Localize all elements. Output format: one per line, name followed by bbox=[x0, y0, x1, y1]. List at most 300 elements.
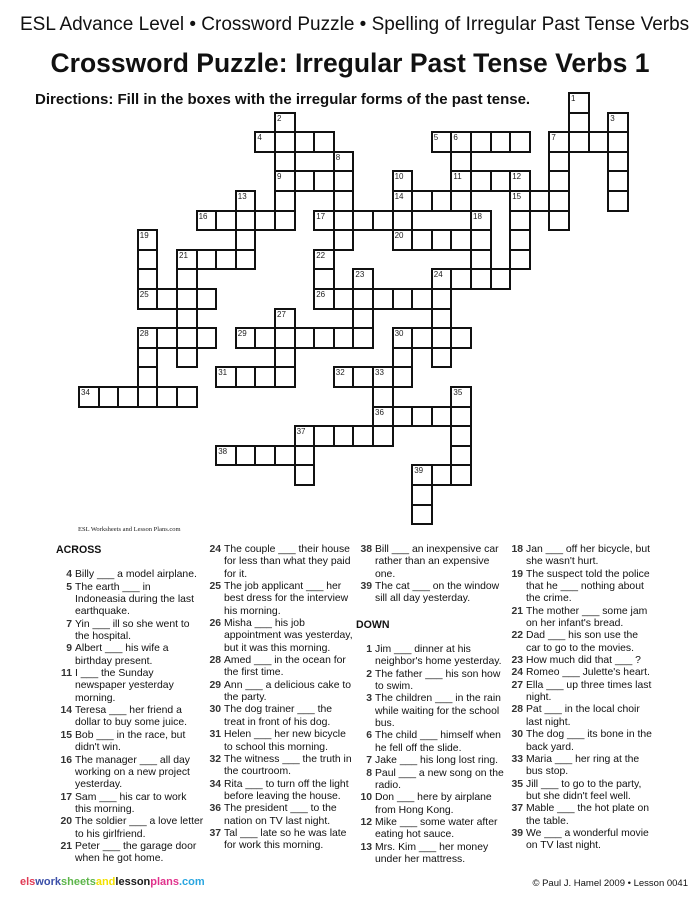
clue-text: Maria ___ her ring at the bus stop. bbox=[526, 753, 640, 778]
grid-cell[interactable] bbox=[607, 190, 629, 212]
clue-text: The suspect told the police that he ___ nothing about the crime. bbox=[526, 568, 650, 605]
cell-number: 36 bbox=[375, 407, 384, 417]
grid-cell[interactable] bbox=[274, 327, 296, 349]
grid-cell[interactable] bbox=[490, 268, 512, 290]
grid-cell[interactable] bbox=[450, 151, 472, 173]
grid-cell[interactable] bbox=[274, 170, 296, 192]
cell-number: 10 bbox=[394, 172, 404, 182]
grid-cell[interactable] bbox=[274, 131, 296, 153]
clue-number: 29 bbox=[209, 679, 221, 691]
cell-number: 30 bbox=[394, 329, 404, 339]
cell-number: 37 bbox=[296, 427, 306, 437]
clue-number: 6 bbox=[366, 730, 372, 742]
grid-cell[interactable] bbox=[548, 190, 570, 212]
grid-cell[interactable] bbox=[176, 249, 198, 271]
grid-cell[interactable] bbox=[392, 190, 414, 212]
grid-cell[interactable] bbox=[176, 327, 198, 349]
grid-cell[interactable] bbox=[235, 190, 257, 212]
grid-cell[interactable] bbox=[411, 288, 433, 310]
grid-cell[interactable] bbox=[411, 484, 433, 506]
grid-cell[interactable] bbox=[333, 366, 355, 388]
grid-cell[interactable] bbox=[607, 112, 629, 134]
grid-cell[interactable] bbox=[470, 210, 492, 232]
grid-cell[interactable] bbox=[196, 249, 218, 271]
grid-cell[interactable] bbox=[294, 445, 316, 467]
grid-cell[interactable] bbox=[392, 406, 414, 428]
grid-cell[interactable] bbox=[137, 366, 159, 388]
cell-number: 33 bbox=[375, 368, 384, 378]
grid-cell[interactable] bbox=[235, 229, 257, 251]
cell-number: 2 bbox=[277, 113, 282, 123]
cell-number: 16 bbox=[198, 211, 208, 221]
down-clue bbox=[507, 606, 655, 631]
clue-number: 11 bbox=[61, 668, 72, 680]
worksheet-header: ESL Advance Level • Crossword Puzzle • Spelling of Irregular Past Tense Verbs bbox=[20, 14, 690, 35]
clue-number: 27 bbox=[511, 679, 523, 691]
cell-number: 29 bbox=[237, 329, 247, 339]
cell-number: 7 bbox=[551, 133, 556, 143]
clue-number: 3 bbox=[366, 693, 372, 705]
clue-number: 18 bbox=[511, 544, 523, 555]
clue-text: The job applicant ___ her best dress for the interview his morning. bbox=[224, 581, 349, 617]
grid-cell[interactable] bbox=[470, 131, 492, 153]
clue-number: 26 bbox=[209, 618, 221, 630]
down-clue bbox=[507, 544, 655, 569]
grid-cell[interactable] bbox=[431, 308, 453, 330]
across-clue bbox=[56, 569, 204, 581]
clue-text: Ann ___ a delicious cake to the party. bbox=[224, 679, 352, 704]
grid-cell[interactable] bbox=[392, 229, 414, 251]
across-clue bbox=[56, 792, 204, 817]
grid-cell[interactable] bbox=[274, 347, 296, 369]
grid-cell[interactable] bbox=[431, 464, 453, 486]
clue-text: Bob ___ in the race, but didn't win. bbox=[75, 729, 186, 754]
clue-text: Dad ___ his son use the car to go to the movies. bbox=[526, 630, 639, 654]
cell-number: 25 bbox=[139, 290, 149, 299]
down-clue bbox=[507, 667, 655, 679]
grid-cell[interactable] bbox=[254, 131, 276, 153]
logo-part: .com bbox=[179, 876, 205, 888]
clue-text: The children ___ in the rain while waiting for the school bus. bbox=[375, 693, 501, 730]
grid-cell[interactable] bbox=[450, 170, 472, 192]
grid-cell[interactable] bbox=[450, 229, 472, 251]
grid-cell[interactable] bbox=[313, 210, 335, 232]
clue-list bbox=[356, 644, 504, 866]
clue-text: The president ___ to the nation on TV last night. bbox=[224, 803, 337, 827]
grid-cell[interactable] bbox=[294, 425, 316, 447]
clue-text: Teresa ___ her friend a dollar to buy some juice. bbox=[75, 705, 188, 729]
grid-cell[interactable] bbox=[607, 151, 629, 173]
grid-cell[interactable] bbox=[392, 347, 414, 369]
grid-cell[interactable] bbox=[313, 288, 335, 310]
grid-cell[interactable] bbox=[548, 151, 570, 173]
grid-cell[interactable] bbox=[450, 425, 472, 447]
clue-number: 1 bbox=[366, 644, 372, 656]
grid-cell[interactable] bbox=[274, 112, 296, 134]
grid-cell[interactable] bbox=[509, 249, 531, 271]
clue-number: 30 bbox=[209, 704, 221, 716]
grid-cell[interactable] bbox=[411, 190, 433, 212]
grid-cell[interactable] bbox=[568, 131, 590, 153]
grid-cell[interactable] bbox=[450, 327, 472, 349]
clue-text: The dog ___ its bone in the back yard. bbox=[526, 729, 652, 753]
grid-cell[interactable] bbox=[431, 347, 453, 369]
clue-text: The manager ___ all day working on a new project yesterday. bbox=[75, 754, 190, 791]
cell-number: 38 bbox=[218, 446, 228, 456]
grid-cell[interactable] bbox=[333, 327, 355, 349]
clue-text: Sam ___ his car to work this morning. bbox=[75, 791, 187, 815]
logo-part: sheets bbox=[60, 876, 96, 888]
grid-cell[interactable] bbox=[196, 327, 218, 349]
grid-cell[interactable] bbox=[294, 327, 316, 349]
clue-text: Misha ___ his job appointment was yesterday, but it was this morning. bbox=[224, 618, 353, 654]
grid-cell[interactable] bbox=[607, 170, 629, 192]
across-heading: ACROSS bbox=[56, 544, 102, 556]
cell-number: 20 bbox=[394, 231, 404, 241]
grid-cell[interactable] bbox=[392, 170, 414, 192]
grid-cell[interactable] bbox=[392, 288, 414, 310]
clue-text: Mike ___ some water after eating hot sauce. bbox=[375, 816, 498, 841]
clue-text: I ___ the Sunday newspaper yesterday morning. bbox=[75, 668, 174, 704]
grid-cell[interactable] bbox=[431, 406, 453, 428]
clue-number: 31 bbox=[209, 729, 221, 741]
grid-cell[interactable] bbox=[470, 229, 492, 251]
grid-cell[interactable] bbox=[254, 327, 276, 349]
cell-number: 28 bbox=[139, 329, 149, 339]
grid-cell[interactable] bbox=[431, 288, 453, 310]
clue-text: Romeo ___ Julette's heart. bbox=[526, 667, 650, 679]
across-clue bbox=[56, 841, 204, 866]
grid-cell[interactable] bbox=[392, 327, 414, 349]
clue-text: The earth ___ in Indoneasia during the last earthquake. bbox=[75, 581, 195, 618]
clue-text: Billy ___ a model airplane. bbox=[75, 569, 197, 581]
grid-cell[interactable] bbox=[294, 464, 316, 486]
grid-cell[interactable] bbox=[98, 386, 120, 408]
cell-number: 21 bbox=[179, 250, 188, 260]
cell-number: 19 bbox=[139, 231, 149, 241]
grid-cell[interactable] bbox=[333, 151, 355, 173]
grid-cell[interactable] bbox=[509, 210, 531, 232]
grid-cell[interactable] bbox=[470, 170, 492, 192]
grid-cell[interactable] bbox=[137, 386, 159, 408]
clue-number: 30 bbox=[511, 729, 523, 741]
grid-cell[interactable] bbox=[274, 366, 296, 388]
cell-number: 15 bbox=[512, 192, 522, 201]
cell-number: 35 bbox=[453, 388, 463, 397]
grid-cell[interactable] bbox=[509, 170, 531, 192]
site-logo[interactable] bbox=[20, 876, 205, 888]
logo-part: els bbox=[20, 876, 36, 888]
grid-cell[interactable] bbox=[372, 406, 394, 428]
grid-cell[interactable] bbox=[450, 464, 472, 486]
grid-cell[interactable] bbox=[372, 288, 394, 310]
clue-number: 7 bbox=[66, 618, 72, 630]
across-clue bbox=[205, 729, 353, 754]
grid-cell[interactable] bbox=[137, 288, 159, 310]
clue-number: 34 bbox=[209, 778, 221, 790]
grid-cell[interactable] bbox=[156, 386, 178, 408]
grid-cell[interactable] bbox=[352, 308, 374, 330]
grid-cell[interactable] bbox=[176, 386, 198, 408]
grid-cell[interactable] bbox=[450, 445, 472, 467]
grid-cell[interactable] bbox=[235, 445, 257, 467]
down-clue bbox=[356, 755, 504, 767]
clue-number: 5 bbox=[66, 581, 72, 593]
grid-cell[interactable] bbox=[372, 210, 394, 232]
clue-text: The mother ___ some jam on her infant's bread. bbox=[526, 605, 648, 630]
grid-cell[interactable] bbox=[196, 210, 218, 232]
grid-cell[interactable] bbox=[215, 249, 237, 271]
copyright: © Paul J. Hamel 2009 • Lesson 0041 bbox=[532, 878, 688, 889]
grid-cell[interactable] bbox=[333, 210, 355, 232]
mixed-clues-column-3 bbox=[356, 544, 504, 866]
down-clue bbox=[507, 569, 655, 606]
grid-cell[interactable] bbox=[372, 425, 394, 447]
grid-cell[interactable] bbox=[176, 347, 198, 369]
grid-cell[interactable] bbox=[431, 327, 453, 349]
page-title: Crossword Puzzle: Irregular Past Tense Verbs 1 bbox=[50, 48, 650, 78]
down-clue bbox=[356, 669, 504, 694]
clue-list bbox=[205, 544, 353, 853]
grid-cell[interactable] bbox=[548, 131, 570, 153]
grid-cell[interactable] bbox=[411, 229, 433, 251]
clue-text: Amed ___ in the ocean for the first time. bbox=[224, 655, 346, 679]
grid-cell[interactable] bbox=[215, 445, 237, 467]
clue-number: 13 bbox=[360, 841, 372, 853]
grid-cell[interactable] bbox=[333, 170, 355, 192]
grid-cell[interactable] bbox=[450, 268, 472, 290]
clue-number: 19 bbox=[511, 568, 523, 580]
cell-number: 17 bbox=[316, 211, 326, 221]
grid-cell[interactable] bbox=[294, 170, 316, 192]
grid-cell[interactable] bbox=[274, 190, 296, 212]
grid-cell[interactable] bbox=[568, 92, 590, 114]
grid-cell[interactable] bbox=[352, 268, 374, 290]
across-clue bbox=[56, 619, 204, 644]
clue-text: Albert ___ his wife a birthday present. bbox=[75, 643, 169, 667]
across-clue bbox=[56, 816, 204, 841]
clue-number: 24 bbox=[209, 544, 221, 555]
logo-part: plans bbox=[150, 876, 179, 888]
grid-cell[interactable] bbox=[313, 170, 335, 192]
grid-cell[interactable] bbox=[215, 366, 237, 388]
clue-text: Pat ___ in the local choir last night. bbox=[526, 704, 640, 728]
grid-cell[interactable] bbox=[333, 190, 355, 212]
cell-number: 24 bbox=[433, 270, 443, 280]
grid-cell[interactable] bbox=[333, 425, 355, 447]
grid-cell[interactable] bbox=[137, 229, 159, 251]
clue-number: 24 bbox=[511, 667, 523, 679]
grid-cell[interactable] bbox=[450, 131, 472, 153]
grid-cell[interactable] bbox=[137, 347, 159, 369]
down-clue bbox=[507, 729, 655, 754]
grid-cell[interactable] bbox=[274, 210, 296, 232]
clue-number: 8 bbox=[366, 767, 372, 779]
grid-cell[interactable] bbox=[548, 210, 570, 232]
grid-cell[interactable] bbox=[470, 249, 492, 271]
grid-cell[interactable] bbox=[392, 210, 414, 232]
grid-cell[interactable] bbox=[588, 131, 610, 153]
grid-cell[interactable] bbox=[235, 210, 257, 232]
across-clue bbox=[205, 828, 353, 853]
across-clue bbox=[205, 618, 353, 655]
clue-text: Jake ___ his long lost ring. bbox=[375, 755, 499, 767]
grid-cell[interactable] bbox=[176, 308, 198, 330]
clue-number: 2 bbox=[366, 668, 372, 680]
clue-text: Rita ___ to turn off the light before leaving the house. bbox=[224, 778, 349, 802]
crossword-grid bbox=[78, 92, 638, 532]
grid-cell[interactable] bbox=[431, 229, 453, 251]
grid-cell[interactable] bbox=[509, 190, 531, 212]
grid-cell[interactable] bbox=[333, 288, 355, 310]
grid-cell[interactable] bbox=[509, 229, 531, 251]
cell-number: 13 bbox=[237, 192, 247, 201]
cell-number: 23 bbox=[355, 270, 365, 280]
grid-cell[interactable] bbox=[215, 210, 237, 232]
grid-cell[interactable] bbox=[333, 229, 355, 251]
directions: Directions: Fill in the boxes with the irregular forms of the past tense. bbox=[35, 91, 531, 108]
grid-cell[interactable] bbox=[313, 327, 335, 349]
clue-text: How much did that ___ ? bbox=[526, 655, 641, 667]
down-clue bbox=[356, 644, 504, 669]
across-clue bbox=[56, 730, 204, 755]
grid-cell[interactable] bbox=[548, 170, 570, 192]
grid-cell[interactable] bbox=[450, 386, 472, 408]
clue-number: 25 bbox=[209, 581, 221, 593]
logo-part: and bbox=[95, 876, 116, 888]
grid-cell[interactable] bbox=[137, 327, 159, 349]
grid-cell[interactable] bbox=[392, 366, 414, 388]
clue-text: The soldier ___ a love letter to his girlfriend. bbox=[75, 816, 204, 840]
clue-text: Paul ___ a new song on the radio. bbox=[375, 767, 504, 791]
grid-cell[interactable] bbox=[117, 386, 139, 408]
across-clue bbox=[205, 544, 353, 581]
down-heading: DOWN bbox=[356, 618, 390, 631]
clue-text: Yin ___ ill so she went to the hospital. bbox=[75, 618, 190, 643]
down-clue bbox=[507, 828, 655, 853]
grid-cell[interactable] bbox=[156, 327, 178, 349]
grid-cell[interactable] bbox=[352, 366, 374, 388]
clue-text: Bill ___ an inexpensive car rather than an expensive one. bbox=[375, 544, 499, 580]
across-clue bbox=[56, 668, 204, 705]
across-clue bbox=[356, 581, 504, 606]
grid-cell[interactable] bbox=[372, 386, 394, 408]
grid-cell[interactable] bbox=[274, 151, 296, 173]
grid-cell[interactable] bbox=[235, 327, 257, 349]
clue-text: Helen ___ her new bicycle to school this morning. bbox=[224, 729, 346, 753]
clue-number: 39 bbox=[511, 827, 523, 839]
down-clue bbox=[356, 730, 504, 755]
grid-cell[interactable] bbox=[431, 268, 453, 290]
grid-cell[interactable] bbox=[431, 190, 453, 212]
across-clue bbox=[56, 582, 204, 619]
down-clue bbox=[507, 754, 655, 779]
across-clues-column-2 bbox=[205, 544, 353, 853]
grid-cell[interactable] bbox=[431, 131, 453, 153]
grid-cell[interactable] bbox=[313, 131, 335, 153]
grid-cell[interactable] bbox=[176, 268, 198, 290]
grid-cell[interactable] bbox=[176, 288, 198, 310]
grid-cell[interactable] bbox=[529, 190, 551, 212]
cell-number: 22 bbox=[316, 250, 326, 260]
grid-cell[interactable] bbox=[450, 406, 472, 428]
grid-cell[interactable] bbox=[235, 249, 257, 271]
cell-number: 18 bbox=[473, 211, 482, 221]
clue-text: Jan ___ off her bicycle, but she wasn't hurt. bbox=[526, 544, 650, 568]
grid-cell[interactable] bbox=[411, 504, 433, 526]
grid-cell[interactable] bbox=[352, 288, 374, 310]
grid-cell[interactable] bbox=[490, 170, 512, 192]
cell-number: 14 bbox=[394, 192, 404, 201]
grid-cell[interactable] bbox=[137, 268, 159, 290]
grid-cell[interactable] bbox=[274, 308, 296, 330]
clue-number: 21 bbox=[511, 605, 523, 617]
grid-cell[interactable] bbox=[235, 366, 257, 388]
grid-cell[interactable] bbox=[313, 249, 335, 271]
grid-cell[interactable] bbox=[411, 327, 433, 349]
grid-cell[interactable] bbox=[313, 268, 335, 290]
grid-cell[interactable] bbox=[254, 366, 276, 388]
grid-cell[interactable] bbox=[470, 268, 492, 290]
grid-cell[interactable] bbox=[196, 288, 218, 310]
grid-cell[interactable] bbox=[352, 210, 374, 232]
grid-cell[interactable] bbox=[450, 190, 472, 212]
clue-number: 7 bbox=[366, 755, 372, 767]
cell-number: 5 bbox=[433, 133, 439, 143]
credit-text: ESL Worksheets and Lesson Plans.com bbox=[78, 526, 181, 533]
grid-cell[interactable] bbox=[156, 288, 178, 310]
grid-cell[interactable] bbox=[372, 366, 394, 388]
grid-cell[interactable] bbox=[254, 445, 276, 467]
cell-number: 26 bbox=[316, 290, 326, 299]
grid-cell[interactable] bbox=[490, 131, 512, 153]
clue-text: We ___ a wonderful movie on TV last night. bbox=[526, 827, 649, 852]
cell-number: 3 bbox=[610, 113, 615, 123]
across-clue bbox=[205, 754, 353, 779]
grid-cell[interactable] bbox=[607, 131, 629, 153]
clue-text: Mable ___ the hot plate on the table. bbox=[526, 803, 650, 827]
clue-number: 38 bbox=[360, 544, 372, 555]
grid-cell[interactable] bbox=[313, 425, 335, 447]
logo-part: work bbox=[35, 876, 61, 888]
clue-text: Don ___ here by airplane from Hong Kong. bbox=[375, 792, 492, 816]
down-clue bbox=[507, 655, 655, 667]
down-clue bbox=[356, 817, 504, 842]
cell-number: 4 bbox=[257, 133, 262, 143]
grid-cell[interactable] bbox=[568, 112, 590, 134]
down-clue bbox=[356, 842, 504, 867]
down-clue bbox=[356, 768, 504, 793]
grid-cell[interactable] bbox=[274, 445, 296, 467]
clue-number: 37 bbox=[511, 803, 523, 815]
clue-number: 22 bbox=[511, 630, 523, 642]
grid-cell[interactable] bbox=[352, 327, 374, 349]
grid-cell[interactable] bbox=[411, 406, 433, 428]
grid-cell[interactable] bbox=[352, 425, 374, 447]
down-clue bbox=[356, 792, 504, 817]
across-clue bbox=[56, 755, 204, 792]
grid-cell[interactable] bbox=[509, 131, 531, 153]
grid-cell[interactable] bbox=[254, 210, 276, 232]
across-clue bbox=[205, 803, 353, 828]
across-clue bbox=[205, 704, 353, 729]
clue-list bbox=[56, 569, 204, 865]
grid-cell[interactable] bbox=[411, 464, 433, 486]
grid-cell[interactable] bbox=[294, 131, 316, 153]
grid-cell[interactable] bbox=[78, 386, 100, 408]
down-clue bbox=[507, 704, 655, 729]
grid-cell[interactable] bbox=[137, 249, 159, 271]
